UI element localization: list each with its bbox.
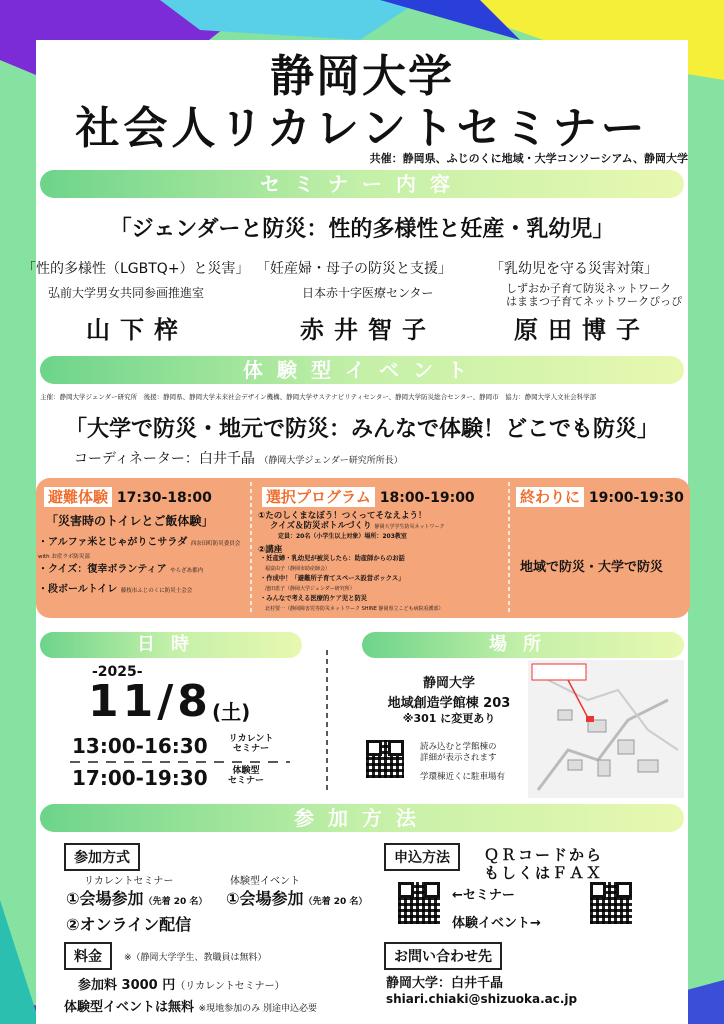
col2-b-item: ・作成中！「避難所子育てスペース設営ボックス」 — [260, 575, 405, 582]
col2-a-title: ①たのしくまなぼう！つくってそなえよう！ — [258, 511, 427, 521]
speaker1-org: 弘前大学男女共同参画推進室 — [48, 286, 205, 300]
venue-qr-text2: 詳細が表示されます — [420, 753, 497, 763]
col2-header — [262, 486, 475, 507]
fee-label: 料金 — [64, 942, 112, 970]
event-qr-code[interactable] — [590, 882, 632, 924]
col2-b-title: ②講座 — [258, 545, 283, 555]
fee2-note: ※現地参加のみ 別途申込必要 — [198, 1004, 317, 1014]
col2-a-title2 — [270, 519, 444, 531]
col1-item-note: 藤枝市ふじのくに防災士会会 — [120, 588, 193, 594]
col2-tag: 選択プログラム — [262, 487, 375, 507]
col1-item-text: ・アルファ米とじゃがりこサラダ — [38, 537, 188, 548]
apply-text — [484, 846, 603, 882]
col2-b-item: 北村要一（静岡障害児等防災ネットワーク SHINE 静岡県立こども病院看護部） — [260, 606, 444, 612]
speaker3-org: しずおか子育て防災ネットワーク — [506, 282, 671, 295]
col1-item-note: やらざあ都内 — [170, 568, 204, 574]
col1-tag: 避難体験 — [44, 487, 112, 507]
event-option-1 — [226, 886, 367, 909]
apply-label: 申込方法 — [384, 843, 460, 871]
speaker1-name: 山下梓 — [86, 316, 188, 344]
col2-b-item: ・妊産婦・乳幼児が被災したら：助産師からのお話 — [260, 555, 405, 562]
venue-name: 静岡大学 — [422, 676, 475, 691]
divider — [70, 760, 290, 764]
seminar-headline: 「ジェンダーと防災：性的多様性と妊産・乳幼児」 — [109, 217, 615, 242]
venue-qr-text — [420, 742, 497, 764]
col1-item-2 — [38, 560, 248, 575]
event-year: -2025- — [92, 664, 143, 680]
fee-2 — [64, 996, 317, 1015]
col1-header — [44, 486, 212, 507]
event-weekday: (土) — [212, 700, 251, 724]
seminar-band: セミナー内容 — [40, 170, 684, 198]
divider — [508, 482, 510, 612]
venue-band: 場所 — [362, 632, 684, 658]
campus-map — [528, 660, 684, 798]
slot1-time: 13:00-16:30 — [72, 734, 208, 758]
venue-qr-text1: 読み込むと学館棟の — [420, 742, 497, 752]
speaker1-topic: 「性的多様性（LGBTQ+）と災害」 — [22, 261, 250, 277]
col3-time: 19:00-19:30 — [588, 490, 684, 506]
col2-a-detail: 定員：20名（小学生以上対象）場所：203教室 — [278, 533, 407, 540]
speaker3-name: 原田博子 — [514, 316, 650, 344]
recurrent-opt1-cap: （先着 20 名） — [143, 897, 208, 907]
venue-change: ※301 に変更あり — [402, 712, 496, 725]
col3-tag: 終わりに — [516, 487, 584, 507]
apply-seminar-pointer: ←セミナー — [452, 888, 515, 903]
col3-header — [516, 486, 684, 507]
divider — [250, 482, 252, 612]
speaker2-org: 日本赤十字医療センター — [302, 286, 434, 300]
fee-1 — [78, 974, 285, 993]
contact-label: お問い合わせ先 — [384, 942, 502, 970]
col3-text: 地域で防災・大学で防災 — [520, 560, 664, 575]
recurrent-option-2: ②オンライン配信 — [66, 915, 192, 934]
event-headline: 「大学で防災・地元で防災：みんなで体験！どこでも防災」 — [64, 417, 659, 442]
col2-b-item: ・みんなで考える医療的ケア児と防災 — [260, 595, 368, 602]
participation-band: 参加方法 — [40, 804, 684, 832]
contact-email[interactable]: shiari.chiaki@shizuoka.ac.jp — [386, 992, 578, 1006]
event-band: 体験型イベント — [40, 356, 684, 384]
col1-time: 17:30-18:00 — [116, 490, 212, 506]
fee-note: ※（静岡大学学生、教職員は無料） — [124, 953, 267, 963]
col2-b-list — [260, 554, 506, 614]
col1-item-text: ・クイズ：復幸ボランティア — [38, 564, 167, 575]
coordinator-note: （静岡大学ジェンダー研究所所長） — [259, 456, 403, 466]
venue-qr-code[interactable] — [366, 740, 404, 778]
speaker3-topic: 「乳幼児を守る災害対策」 — [490, 261, 658, 277]
col2-time: 18:00-19:00 — [379, 490, 475, 506]
page-title-line2: 社会人リカレントセミナー — [75, 103, 649, 154]
event-opt1-cap: （先着 20 名） — [303, 897, 368, 907]
contact-name: 静岡大学：白井千晶 — [386, 976, 504, 991]
event-opt1-text: ①会場参加 — [226, 889, 304, 908]
col2-a-note: 静岡大学学生防災ネットワーク — [374, 524, 445, 530]
recurrent-opt1-text: ①会場参加 — [66, 889, 144, 908]
cohost-text: 共催：静岡県、ふじのくに地域・大学コンソーシアム、静岡大学 — [369, 152, 688, 165]
col1-title: 「災害時のトイレとご飯体験」 — [46, 514, 214, 528]
event-date: 11/8 — [88, 676, 212, 727]
coordinator-label: コーディネーター：白井千晶 — [74, 451, 255, 467]
recurrent-label: リカレントセミナー — [84, 876, 174, 887]
event-sponsors: 主催：静岡大学ジェンダー研究所 後援：静岡県、静岡大学未来社会デザイン機構、静岡大学サステナビリティセンター、静岡大学防災総合センター、静岡市 協力：静岡大学人文社会科学部 — [40, 393, 597, 401]
fee1-text: 参加料 3000 円 — [78, 978, 176, 993]
speaker2-topic: 「妊産婦・母子の防災と支援」 — [256, 261, 452, 277]
speaker2-name: 赤井智子 — [300, 316, 436, 344]
col1-item-note: 西奈田町防災委員会 with お産ラボ防災部 — [38, 541, 241, 560]
fee2-text: 体験型イベントは無料 — [64, 1000, 195, 1015]
venue-building: 地域創造学館棟 203 — [387, 696, 511, 711]
seminar-qr-code[interactable] — [398, 882, 440, 924]
datetime-band: 日時 — [40, 632, 302, 658]
col2-b-item: 福富由子（静岡市助産師会） — [260, 566, 331, 572]
divider — [326, 650, 328, 790]
slot1-label: リカレント セミナー — [228, 734, 274, 754]
apply-text1: ＱＲコードから — [484, 846, 604, 864]
fee1-note: （リカレントセミナー） — [175, 981, 285, 992]
apply-event-pointer: 体験イベント→ — [452, 916, 541, 931]
event-label: 体験型イベント — [230, 876, 300, 887]
recurrent-option-1 — [66, 886, 207, 909]
method-label: 参加方式 — [64, 843, 140, 871]
col2-b-item: 池田恵子（静岡大学ジェンダー研究所） — [260, 586, 355, 592]
slot2-label: 体験型 セミナー — [228, 766, 265, 786]
venue-parking: 学環棟近くに駐車場有 — [420, 772, 506, 782]
col2-a-title2-text: クイズ＆防災ボトルづくり — [270, 521, 372, 531]
coordinator — [74, 448, 403, 468]
speaker3-org2: はままつ子育てネットワークぴっぴ — [506, 295, 682, 308]
page-title-line1: 静岡大学 — [270, 51, 454, 102]
col1-item-text: ・段ボールトイレ — [38, 584, 118, 595]
slot2-time: 17:00-19:30 — [72, 766, 208, 790]
col1-item-3 — [38, 580, 248, 595]
apply-text2: もしくはＦＡＸ — [484, 864, 604, 882]
